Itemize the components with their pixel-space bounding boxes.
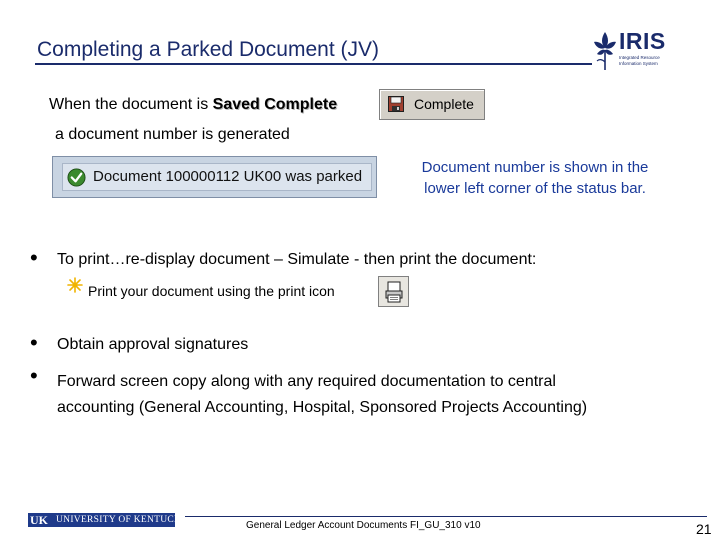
save-icon: [388, 96, 404, 112]
bullet-marker: •: [30, 245, 38, 270]
iris-flower-icon: [592, 28, 618, 72]
logo-text: IRIS: [619, 28, 666, 54]
logo-subtitle-line2: Information System: [619, 61, 658, 66]
uk-mark: UK: [30, 513, 48, 527]
bullet-forward-line-1: Forward screen copy along with any required documentation to central: [57, 373, 556, 390]
print-icon: [384, 281, 404, 303]
intro-bold-phrase: Saved Complete: [212, 96, 338, 113]
iris-logo: [592, 28, 667, 72]
intro-prefix: When the document is: [49, 96, 213, 113]
intro-line-1: [49, 96, 337, 114]
bullet-print-instructions: To print…re-display document – Simulate - then print the document:: [57, 251, 537, 268]
complete-button-label: Complete: [414, 96, 474, 112]
title-underline: [35, 63, 592, 65]
note-line-1: Document number is shown in the: [421, 159, 649, 176]
print-button[interactable]: [378, 276, 409, 307]
note-line-2: lower left corner of the status bar.: [424, 180, 646, 197]
star-burst-icon: [67, 277, 83, 293]
bullet-approval-signatures: Obtain approval signatures: [57, 336, 249, 353]
status-bar-note: [390, 157, 680, 199]
complete-button[interactable]: [379, 89, 485, 120]
bullet-marker: •: [30, 330, 38, 355]
bullet-forward-screen-copy: [57, 369, 587, 421]
status-message: Document 100000112 UK00 was parked: [93, 168, 363, 185]
check-icon: [67, 168, 86, 187]
slide-title: Completing a Parked Document (JV): [37, 38, 379, 61]
university-of-kentucky-logo: [28, 513, 189, 527]
bullet-marker: •: [30, 363, 38, 388]
status-bar: [52, 156, 377, 198]
footer-divider: [185, 516, 707, 517]
footer-caption: General Ledger Account Documents FI_GU_310 v10: [246, 520, 481, 531]
intro-line-2: a document number is generated: [55, 126, 290, 143]
status-message-field: [62, 163, 372, 191]
university-name: UNIVERSITY OF KENTUCKY: [56, 515, 189, 525]
page-number: 21: [696, 521, 712, 537]
sub-bullet-print-icon-text: Print your document using the print icon: [88, 283, 335, 299]
bullet-forward-line-2: accounting (General Accounting, Hospital, Sponsored Projects Accounting): [57, 399, 588, 416]
logo-subtitle-line1: Integrated Resource: [619, 55, 660, 60]
